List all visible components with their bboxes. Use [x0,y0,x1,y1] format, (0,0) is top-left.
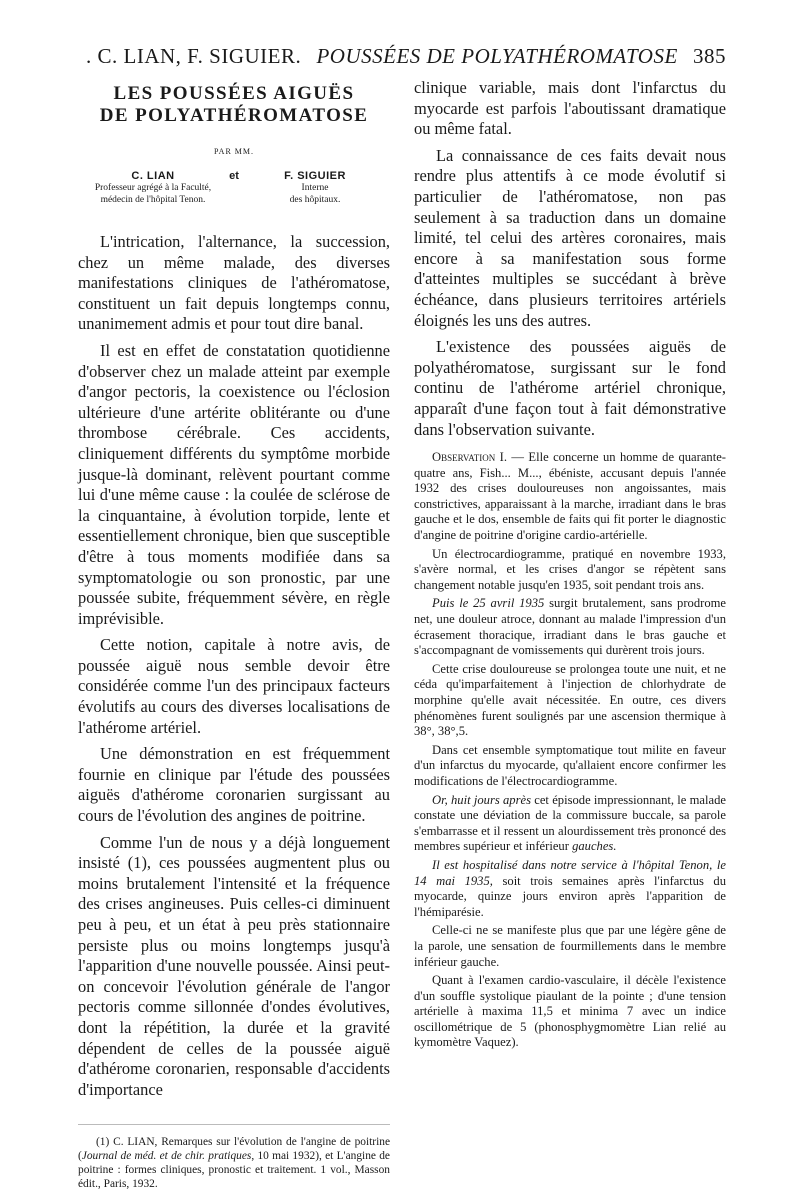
author-lian [78,170,228,206]
observation-emphasis: Or, huit jours après [432,792,531,807]
paragraph: Il est en effet de constatation quotidienne d'observer chez un malade atteint par exemple d'angor pectoris, la coexistence ou l'éclosion ultérieure d'une artérite oblitérante ou d'une thrombose cérébrale. Ces accidents, cliniquement différents du symptôme morbide jusque-là dominant, relèvent pourtant comme lui d'une même cause : la coulée de sclérose de la cinquantaine, à évolution torpide, lente et essentiellement chronique, bien que susceptible d'être à tous moments modifiée dans sa symptomatologie ou son pronostic, par une poussée subite, fréquemment sévère, en règle imprévisible. [78,340,390,628]
paragraph: Une démonstration en est fréquemment fournie en clinique par l'étude des poussées aiguës d'athérome coronarien surgissant au cours de l'évolution des angines de poitrine. [78,744,390,826]
footnote-journal: Journal de méd. et de chir. pratiques [81,1150,252,1163]
observation-paragraph: Celle-ci ne se manifeste plus que par une légère gêne de la parole, une sensation de fourmillements dans le membre inférieur gauche. [414,923,726,969]
observation-paragraph [414,596,726,658]
running-head [86,44,726,69]
authors-block [78,170,390,206]
observation-block [414,450,726,1051]
right-body-text [414,78,726,440]
paragraph: L'intrication, l'alternance, la succession, chez un même malade, des diverses manifestations cliniques de l'athéromatose, constituent un fait depuis longtemps connu, unanimement admis et pour tout dire banal. [78,232,390,334]
left-column [78,78,390,1191]
observation-text: cet épisode impressionnant, le malade constate une déviation de la commissure buccale, sa parole s'embarrasse et il ressent un alourdissement très prononcé des membres supérieur et inférieur [414,792,726,854]
observation-paragraph: Cette crise douloureuse se prolongea toute une nuit, et ne céda qu'imparfaitement à l'injection de chlorhydrate de morphine qu'elle avait nécessitée. En outre, ces divers phénomènes furent soulignés par une ascension thermique à 38°, 38°,5. [414,661,726,739]
paragraph: clinique variable, mais dont l'infarctus du myocarde est parfois l'aboutissant dramatique ou même fatal. [414,78,726,139]
observation-text: soit trois semaines après l'infarctus du myocarde, quinze jours environ après l'apparition de l'hémiparésie. [414,873,726,919]
author-lian-title2: médecin de l'hôpital Tenon. [100,195,206,205]
paragraph: L'existence des poussées aiguës de polyathéromatose, surgissant sur le fond continu de l'athérome artériel chronique, apparaît d'une façon tout à fait démonstrative dans l'observation suivante. [414,337,726,439]
article-title-line1: LES POUSSÉES AIGUËS [113,83,355,104]
author-siguier-title2: des hôpitaux. [289,195,341,205]
observation-label: Observation I. [432,450,507,465]
right-column [414,78,726,1054]
observation-text: — Elle concerne un homme de quarante-quatre ans, Fish... M..., ébéniste, accusant depuis l'année 1932 des crises douloureuses non angoissantes, mais constrictives, apparaissant à la marche, irradiant dans le bras gauche et le dos, ensemble de faits qui fit porter le diagnostic d'angine de poitrine d'origine cardio-artérielle. [414,450,726,543]
running-head-authors: . C. LIAN, F. SIGUIER. [86,44,302,68]
footnote-text-2: , 10 mai 1932), et L'angine de poitrine : formes cliniques, pronostic et traitement. 1 vol., Masson édit., Paris, 1932. [78,1150,390,1191]
author-lian-title1: Professeur agrégé à la Faculté, [94,183,212,193]
footnote [78,1135,390,1191]
author-siguier-title1: Interne [301,183,329,193]
footnote-text-1: (1) C. LIAN, Remarques sur l'évolution de l'angine de poitrine ( [78,1136,390,1163]
author-siguier [240,170,390,206]
observation-text: surgit brutalement, sans prodrome net, une douleur atroce, donnant au malade l'impression d'un écrasement thoracique, irradiant dans le bras gauche et s'accompagnant de vomissements qui durèrent trois jours. [414,596,727,658]
paragraph: La connaissance de ces faits devait nous rendre plus attentifs à ce mode évolutif si particulier de l'athéromatose, non pas seulement à sa traduction dans un domaine limité, tel celui des artères coronaires, mais encore à sa manifestation sous forme d'atteintes multiples se succédant à brève échéance, dans plusieurs territoires artériels éloignés les uns des autres. [414,145,726,330]
article-title [78,83,390,127]
article-title-line2: DE POLYATHÉROMATOSE [99,105,369,126]
observation-paragraph: Quant à l'examen cardio-vasculaire, il décèle l'existence d'un souffle systolique piaulant de la pointe ; d'une tension artérielle à maxima 11,5 et minima 7 avec un indice oscillométrique de 5 (phonosphygmomètre Lian relié au kymomètre Vaquez). [414,973,726,1050]
paragraph: Comme l'un de nous y a déjà longuement insisté (1), ces poussées augmentent plus ou moins brutalement l'intensité et la fréquence des crises angineuses. Puis celles-ci diminuent peu à peu, et un état à peu près stationnaire persiste plus ou moins longtemps jusqu'à l'apparition d'une nouvelle poussée. Ainsi peut-on concevoir l'évolution générale de l'angor pectoris comme sillonnée d'ondes évolutives, dont la répétition, la durée et la gravité dépendent de celles de la poussée aiguë d'athérome coronarien, responsable d'accidents d'importance [78,832,390,1099]
author-connector: et [229,170,239,182]
observation-paragraph [414,793,726,855]
paragraph: Cette notion, capitale à notre avis, de poussée aiguë nous semble devoir être considérée comme l'un des principaux facteurs évolutifs au cours des diverses localisations de l'athérome artériel. [78,635,390,737]
footnote-divider [78,1124,390,1125]
observation-paragraph: Dans cet ensemble symptomatique tout milite en faveur d'un infarctus du myocarde, qu'allaient encore confirmer les modifications de l'électrocardiogramme. [414,742,726,788]
observation-emphasis: Il est hospitalisé dans notre service à l'hôpital Tenon, le 14 mai 1935, [414,857,726,888]
running-head-section: POUSSÉES DE POLYATHÉROMATOSE [316,44,678,68]
observation-emphasis: gauches. [572,839,617,854]
author-lian-name: C. LIAN [131,170,175,182]
byline-par-mm: PAR MM. [213,147,255,156]
observation-paragraph [414,858,726,920]
left-body-text [78,232,390,1100]
page-number: 385 [692,44,726,68]
observation-paragraph: Un électrocardiogramme, pratiqué en novembre 1933, s'avère normal, et les crises d'angor se répètent sans changement notable jusqu'en 1935, soit pendant trois ans. [414,546,726,592]
observation-emphasis: Puis le 25 avril 1935 [432,596,545,611]
observation-paragraph [414,450,726,544]
author-siguier-name: F. SIGUIER [284,170,346,182]
